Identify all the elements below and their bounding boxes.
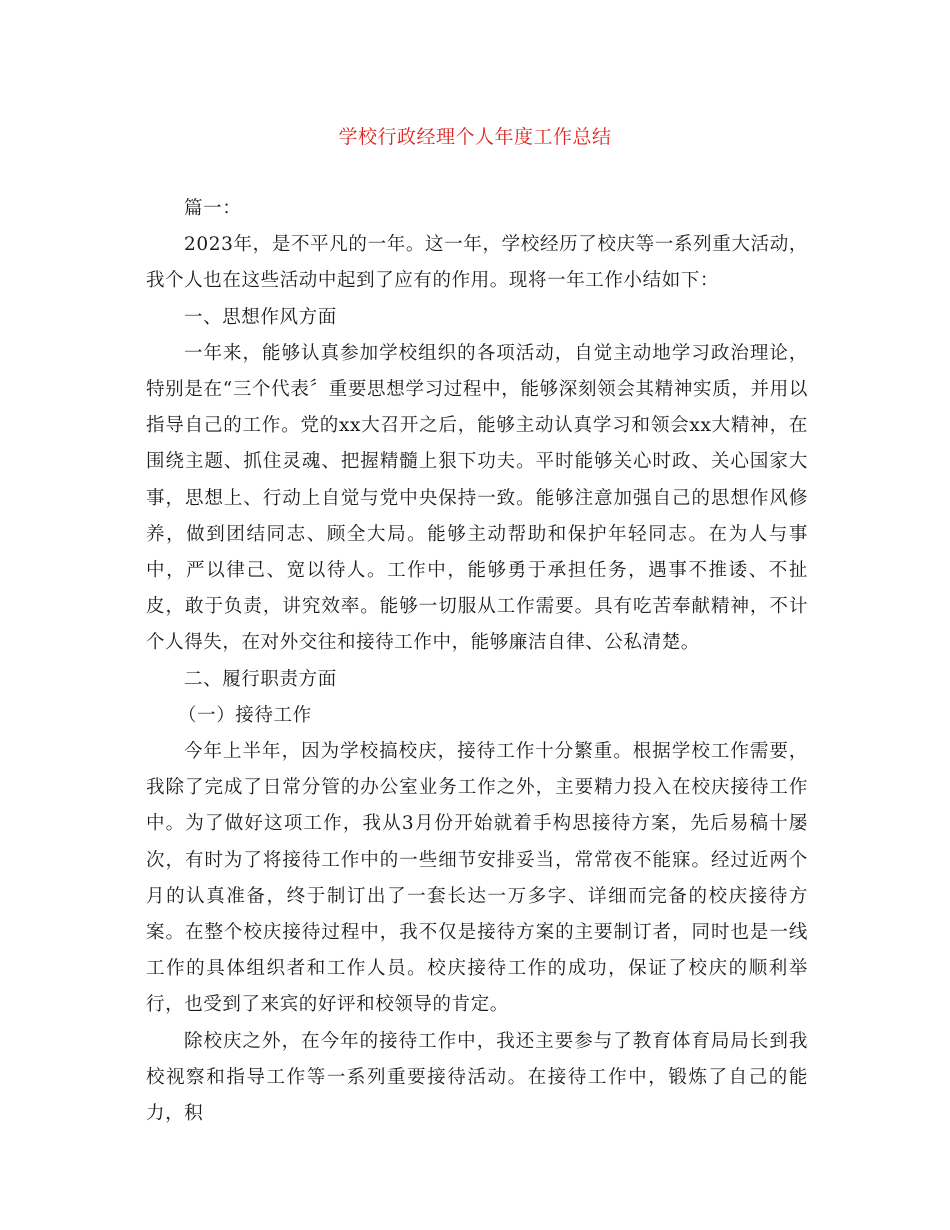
- ideology-paragraph: 一年来，能够认真参加学校组织的各项活动，自觉主动地学习政治理论，特别是在“三个代表〞重要思想学习过程中，能够深刻领会其精神实质，并用以指导自己的工作。党的xx大召开之后，能够主动认真学习和领会xx大精神，在围绕主题、抓住灵魂、把握精髓上狠下功夫。平时能够关心时政、关心国家大事，思想上、行动上自觉与党中央保持一致。能够注意加强自己的思想作风修养，做到团结同志、顾全大局。能够主动帮助和保护年轻同志。在为人与事中，严以律己、宽以待人。工作中，能够勇于承担任务，遇事不推诿、不扯皮，敢于负责，讲究效率。能够一切服从工作需要。具有吃苦奉献精神，不计个人得失，在对外交往和接待工作中，能够廉洁自律、公私清楚。: [146, 342, 808, 654]
- document-title: 学校行政经理个人年度工作总结: [338, 126, 612, 148]
- section-label: 篇一：: [184, 198, 242, 219]
- other-reception-paragraph: 除校庆之外，在今年的接待工作中，我还主要参与了教育体育局局长到我校视察和指导工作等一系列重要接待活动。在接待工作中，锻炼了自己的能力，积: [146, 1030, 808, 1125]
- section-heading-ideology: 一、思想作风方面: [184, 306, 337, 328]
- document-body: [146, 191, 808, 1132]
- reception-paragraph: 今年上半年，因为学校搞校庆，接待工作十分繁重。根据学校工作需要，我除了完成了日常分管的办公室业务工作之外，主要精力投入在校庆接待工作中。为了做好这项工作，我从3月份开始就着手构思接待方案，先后易稿十屡次，有时为了将接待工作中的一些细节安排妥当，常常夜不能寐。经过近两个月的认真准备，终于制订出了一套长达一万多字、详细而完备的校庆接待方案。在整个校庆接待过程中，我不仅是接待方案的主要制订者，同时也是一线工作的具体组织者和工作人员。校庆接待工作的成功，保证了校庆的顺利举行，也受到了来宾的好评和校领导的肯定。: [146, 741, 808, 1016]
- intro-paragraph: 2023年，是不平凡的一年。这一年，学校经历了校庆等一系列重大活动，我个人也在这些活动中起到了应有的作用。现将一年工作小结如下：: [146, 234, 808, 292]
- subsection-heading-reception: （一）接待工作: [178, 704, 312, 726]
- section-heading-duties: 二、履行职责方面: [184, 668, 337, 690]
